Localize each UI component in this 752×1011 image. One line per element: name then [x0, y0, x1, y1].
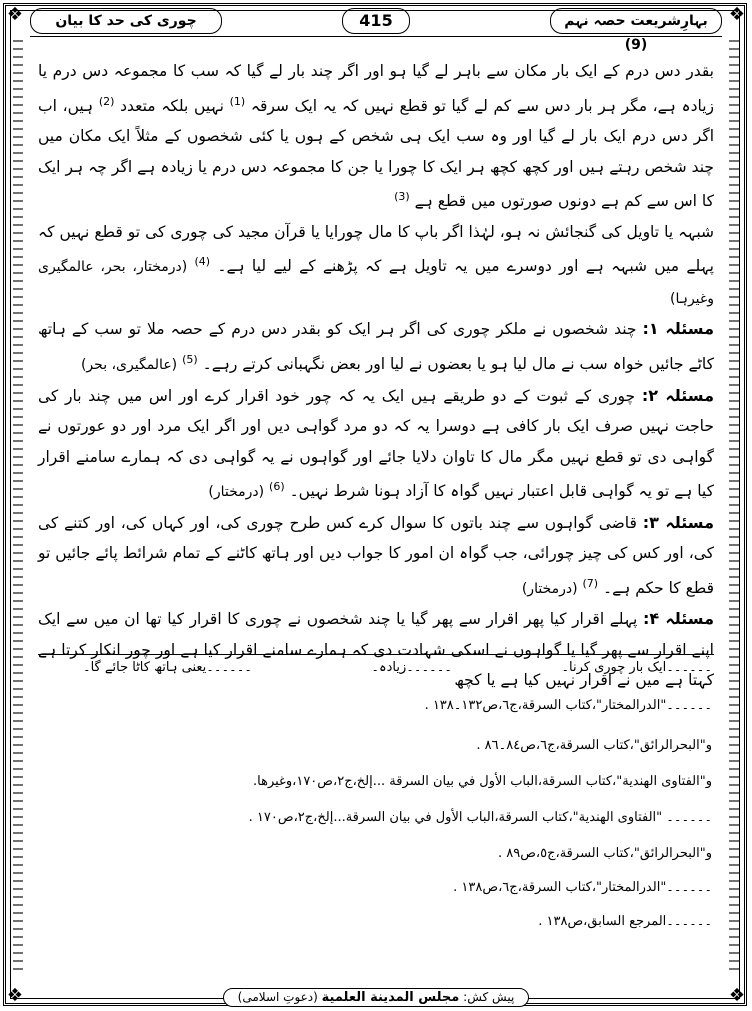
footnote-ref[interactable]: (6)	[269, 480, 285, 494]
footnote-rule	[38, 654, 714, 655]
chapter-title: چوری کی حد کا بیان	[30, 8, 222, 34]
source-citation: (عالمگیری، بحر)	[80, 357, 178, 374]
publisher-name: مجلس المدينة العلمية	[321, 990, 460, 1005]
source-citation: (درمختار، بحر، عالمگیری وغیرہا)	[38, 259, 714, 307]
masala-label: مسئلہ ۳:	[642, 512, 714, 532]
page-footer	[0, 986, 752, 1007]
masala-1: مسئلہ ۱: چند شخصوں نے ملکر چوری کی اگر ہر ایک کو بقدر دس درم کے حصہ ملا تو سب کے ہاتھ کاٹے جائیں خواہ سب نے مال لیا ہو یا بعضوں نے لیا اور بعض نگہبانی کرتے رہے۔ $^{(5)}$ (عالمگیری، بحر)	[38, 319, 714, 374]
paragraph-2: شبہہ یا تاویل کی گنجائش نہ ہو، لہٰذا اگر باپ کا مال چورایا یا قرآن مجید کی چوری کی تو قطع نہیں کہ پہلے میں شبہہ ہے اور دوسرے میں یہ تاویل ہے کہ پڑھنے کے لیے لیا ہے۔ $^{(4)}$ (درمختار، بحر، عالمگیری وغیرہا)	[38, 222, 714, 307]
book-title: بہارِشریعت حصہ نہم (9)	[550, 8, 722, 34]
footnote-ref[interactable]: (1)	[229, 94, 246, 108]
footnote-1: ۔۔۔۔۔۔ایک بار چوری کرنا۔	[561, 660, 712, 675]
footnote-4c: و"الفتاوى الهندية"،كتاب السرقة،الباب الأول في بيان السرقة ...إلخ،ج٢،ص١٧٠،وغيرها.	[253, 774, 712, 789]
header-rule	[30, 36, 722, 37]
footnote-5: ۔۔۔۔۔۔ "الفتاوى الهندية"،كتاب السرقة،الباب الأول في بيان السرقة...إلخ،ج٢،ص١٧٠ .	[248, 810, 712, 825]
page-header	[30, 8, 722, 53]
page-number: 415	[342, 8, 410, 34]
corner-ornament-icon: ❖	[728, 4, 746, 25]
corner-ornament-icon: ❖	[728, 985, 746, 1006]
footnote-ref[interactable]: (2)	[98, 94, 115, 108]
left-border-ornament	[13, 40, 23, 971]
masala-3: مسئلہ ۳: قاضی گواہوں سے چند باتوں کا سوال کرے کس طرح چوری کی، اور کہاں کی، اور کتنے کی کی، اور کس کی چیز چورائی، جب گواہ ان امور کا جواب دیں اور ہاتھ کاٹنے کے تمام شرائط پائے جائیں تو قطع کا حکم ہے۔ $^{(7)}$ (درمختار)	[38, 512, 714, 597]
right-border-ornament	[729, 40, 739, 971]
footnote-4: ۔۔۔۔۔۔"الدرالمختار"،كتاب السرقة،ج٦،ص١٣٢۔١٣٨ .	[424, 698, 712, 713]
footnote-4b: و"البحرالرائق"،كتاب السرقة،ج٦،ص٨٤۔٨٦ .	[476, 738, 712, 753]
footnote-3: ۔۔۔۔۔۔یعنی ہاتھ کاٹا جائے گا۔	[82, 660, 252, 675]
footnote-ref[interactable]: (3)	[394, 190, 410, 204]
footnote-ref[interactable]: (5)	[182, 352, 198, 366]
masala-2: مسئلہ ۲: چوری کے ثبوت کے دو طریقے ہیں ایک یہ کہ چور خود اقرار کرے اور اس میں چند بار کی حاجت نہیں صرف ایک بار کافی ہے دوسرا یہ کہ دو مرد گواہی دیں اور اگر ایک مرد اور دو عورتوں نے گواہی دی تو قطع نہیں مگر مال کا تاوان دلایا جائے اور گواہوں نے یہ گواہی دی کہ ہمارے سامنے اقرار کیا ہے تو یہ گواہی قابل اعتبار نہیں گواہ کا آزاد ہونا شرط نہیں۔ $^{(6)}$ (درمختار)	[38, 385, 714, 501]
masala-label: مسئلہ ۲:	[641, 385, 714, 405]
main-text	[38, 56, 714, 696]
masala-label: مسئلہ ۴:	[642, 609, 714, 629]
footnote-6: ۔۔۔۔۔۔"الدرالمختار"،كتاب السرقة،ج٦،ص١٣٨ .	[453, 880, 712, 895]
corner-ornament-icon: ❖	[6, 4, 24, 25]
publisher-box: پیش کش: مجلس المدينة العلمية (دعوتِ اسلامی)	[223, 988, 530, 1007]
masala-4: مسئلہ ۴: پہلے اقرار کیا پھر اقرار سے پھر گیا یا چند شخصوں نے چوری کا اقرار کیا تھا ان میں سے ایک اپنے اقرار سے پھر گیا یا گواہوں نے اسکی شہادت دی کہ ہمارے سامنے اقرار کیا ہے اور چور انکار کرتا ہے کہتا ہے میں نے اقرار نہیں کیا ہے یا کچھ	[38, 609, 714, 690]
corner-ornament-icon: ❖	[6, 985, 24, 1006]
footnote-7: ۔۔۔۔۔۔المرجع السابق،ص١٣٨ .	[538, 914, 712, 929]
paragraph-1: بقدر دس درم کے ایک بار مکان سے باہر لے گیا ہو اور اگر چند بار لے گیا کہ سب کا مجموعہ دس درم یا زیادہ ہے، مگر ہر بار دس سے کم لے گیا تو قطع نہیں کہ یہ ایک سرقہ $^{(1)}$ نہیں بلکہ متعدد $^{(2)}$ ہیں، اب اگر دس درم ایک بار لے گیا اور وہ سب ایک ہی شخص کے ہوں یا کئی شخصوں کے مثلاً ایک مکان میں چند شخص رہتے ہیں اور کچھ کچھ ہر ایک کا چورا یا جن کا مجموعہ دس درم یا زیادہ ہے اگر چہ ہر ایک کا اس سے کم ہے دونوں صورتوں میں قطع ہے $^{(3)}$	[38, 62, 715, 211]
source-citation: (درمختار)	[521, 580, 578, 597]
footnote-2: ۔۔۔۔۔۔زیادہ۔	[371, 660, 452, 675]
source-citation: (درمختار)	[208, 484, 265, 501]
footnote-ref[interactable]: (7)	[582, 576, 599, 590]
footnote-5b: و"البحرالرائق"،كتاب السرقة،ج٥،ص٨٩ .	[497, 846, 712, 861]
footnote-ref[interactable]: (4)	[194, 255, 211, 269]
masala-label: مسئلہ ۱:	[642, 319, 714, 339]
